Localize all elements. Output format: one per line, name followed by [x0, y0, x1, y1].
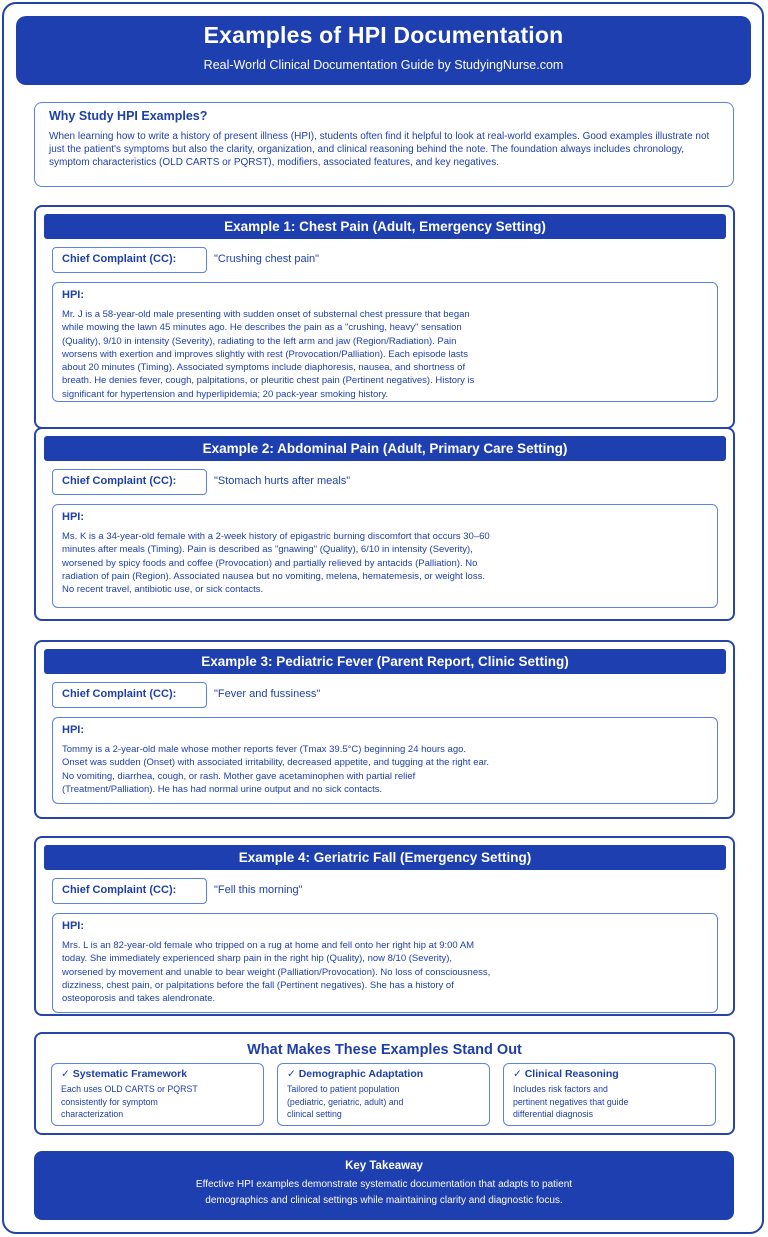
feature-title: ✓ Demographic Adaptation: [287, 1068, 424, 1080]
example-title: Example 2: Abdominal Pain (Adult, Primary Care Setting): [44, 436, 726, 461]
hpi-box: [52, 717, 718, 804]
hpi-label: HPI:: [62, 724, 84, 736]
hpi-text: Mr. J is a 58-year-old male presenting with sudden onset of substernal chest pressure that began while mowing the lawn 45 minutes ago. He describes the pain as a "crushing, heavy" sensation (Quality), 9/10 in intensity (Severity), radiating to the left arm and jaw (Region/Radiation). Pain worsens with exertion and improves slightly with rest (Provocation/Palliation). Each episode lasts about 20 minutes (Timing). Associated symptoms include diaphoresis, nausea, and shortness of breath. He denies fever, cough, palpitations, or pleuritic chest pain (Pertinent negatives). History is significant for hypertension and hyperlipidemia; 20 pack-year smoking history.: [62, 309, 475, 400]
page-subtitle: Real-World Clinical Documentation Guide by StudyingNurse.com: [203, 58, 564, 72]
feature-desc: Each uses OLD CARTS or PQRST consistently for symptom characterization: [61, 1084, 198, 1119]
why-study-box: [34, 102, 734, 187]
key-takeaway-box: [34, 1151, 734, 1220]
example-card-abdominal-pain: [34, 427, 735, 621]
why-study-text: When learning how to write a history of present illness (HPI), students often find it helpful to look at real-world examples. Good examples illustrate not just the patient's symptoms but also the clarity, organization, and clinical reasoning behind the note. The foundation always includes chronology, symptom characteristics (OLD CARTS or PQRST), modifiers, associated features, and key negatives.: [49, 131, 710, 169]
example-title: Example 1: Chest Pain (Adult, Emergency Setting): [44, 214, 726, 239]
feature-desc: Includes risk factors and pertinent negatives that guide differential diagnosis: [513, 1084, 629, 1119]
page-header: [16, 16, 751, 85]
hpi-label: HPI:: [62, 511, 84, 523]
hpi-text: Ms. K is a 34-year-old female with a 2-week history of epigastric burning discomfort that occurs 30–60 minutes after meals (Timing). Pain is described as "gnawing" (Quality), 6/10 in intensity (Severity), worsened by spicy foods and coffee (Provocation) and partially relieved by antacids (Palliation). No radiation of pain (Region). Associated nausea but no vomiting, melena, hematemesis, or weight loss. No recent travel, antibiotic use, or sick contacts.: [62, 531, 490, 596]
chief-complaint-label: Chief Complaint (CC):: [52, 247, 207, 273]
example-card-pediatric-fever: [34, 640, 735, 819]
page-title: Examples of HPI Documentation: [203, 22, 564, 48]
key-takeaway-text: Effective HPI examples demonstrate systematic documentation that adapts to patient demographics and clinical settings while maintaining clarity and diagnostic focus.: [195, 1179, 573, 1206]
hpi-box: [52, 913, 718, 1013]
hpi-text: Mrs. L is an 82-year-old female who tripped on a rug at home and fell onto her right hip at 9:00 AM today. She immediately experienced sharp pain in the right hip (Quality), now 8/10 (Severity), worsened by movement and unable to bear weight (Palliation/Provocation). No loss of consciousness, dizziness, chest pain, or palpitations before the fall (Pertinent negatives). She has a history of osteoporosis and takes alendronate.: [62, 940, 491, 1005]
chief-complaint-label: Chief Complaint (CC):: [52, 469, 207, 495]
standout-section: [34, 1032, 735, 1135]
example-card-geriatric-fall: [34, 836, 735, 1016]
feature-systematic-framework: [51, 1063, 264, 1126]
hpi-label: HPI:: [62, 289, 84, 301]
feature-desc: Tailored to patient population (pediatric, geriatric, adult) and clinical setting: [287, 1084, 404, 1119]
chief-complaint-value: "Fell this morning": [214, 884, 303, 896]
why-study-title: Why Study HPI Examples?: [49, 109, 208, 123]
chief-complaint-value: "Stomach hurts after meals": [214, 475, 351, 487]
chief-complaint-value: "Crushing chest pain": [214, 253, 320, 265]
standout-title: What Makes These Examples Stand Out: [247, 1042, 522, 1058]
example-card-chest-pain: [34, 205, 735, 429]
feature-demographic-adaptation: [277, 1063, 490, 1126]
hpi-box: [52, 282, 718, 402]
chief-complaint-value: "Fever and fussiness": [214, 688, 321, 700]
hpi-text: Tommy is a 2-year-old male whose mother reports fever (Tmax 39.5°C) beginning 24 hours ago. Onset was sudden (Onset) with associated irritability, decreased appetite, and tugging at the right ear. No vomiting, diarrhea, cough, or rash. Mother gave acetaminophen with partial relief (Treatment/Palliation). He has had normal urine output and no sick contacts.: [62, 744, 490, 795]
example-title: Example 4: Geriatric Fall (Emergency Setting): [44, 845, 726, 870]
hpi-label: HPI:: [62, 920, 84, 932]
chief-complaint-label: Chief Complaint (CC):: [52, 878, 207, 904]
key-takeaway-title: Key Takeaway: [345, 1160, 423, 1172]
example-title: Example 3: Pediatric Fever (Parent Report, Clinic Setting): [44, 649, 726, 674]
feature-title: ✓ Systematic Framework: [61, 1068, 188, 1080]
feature-clinical-reasoning: [503, 1063, 716, 1126]
hpi-box: [52, 504, 718, 608]
feature-title: ✓ Clinical Reasoning: [513, 1068, 619, 1080]
chief-complaint-label: Chief Complaint (CC):: [52, 682, 207, 708]
